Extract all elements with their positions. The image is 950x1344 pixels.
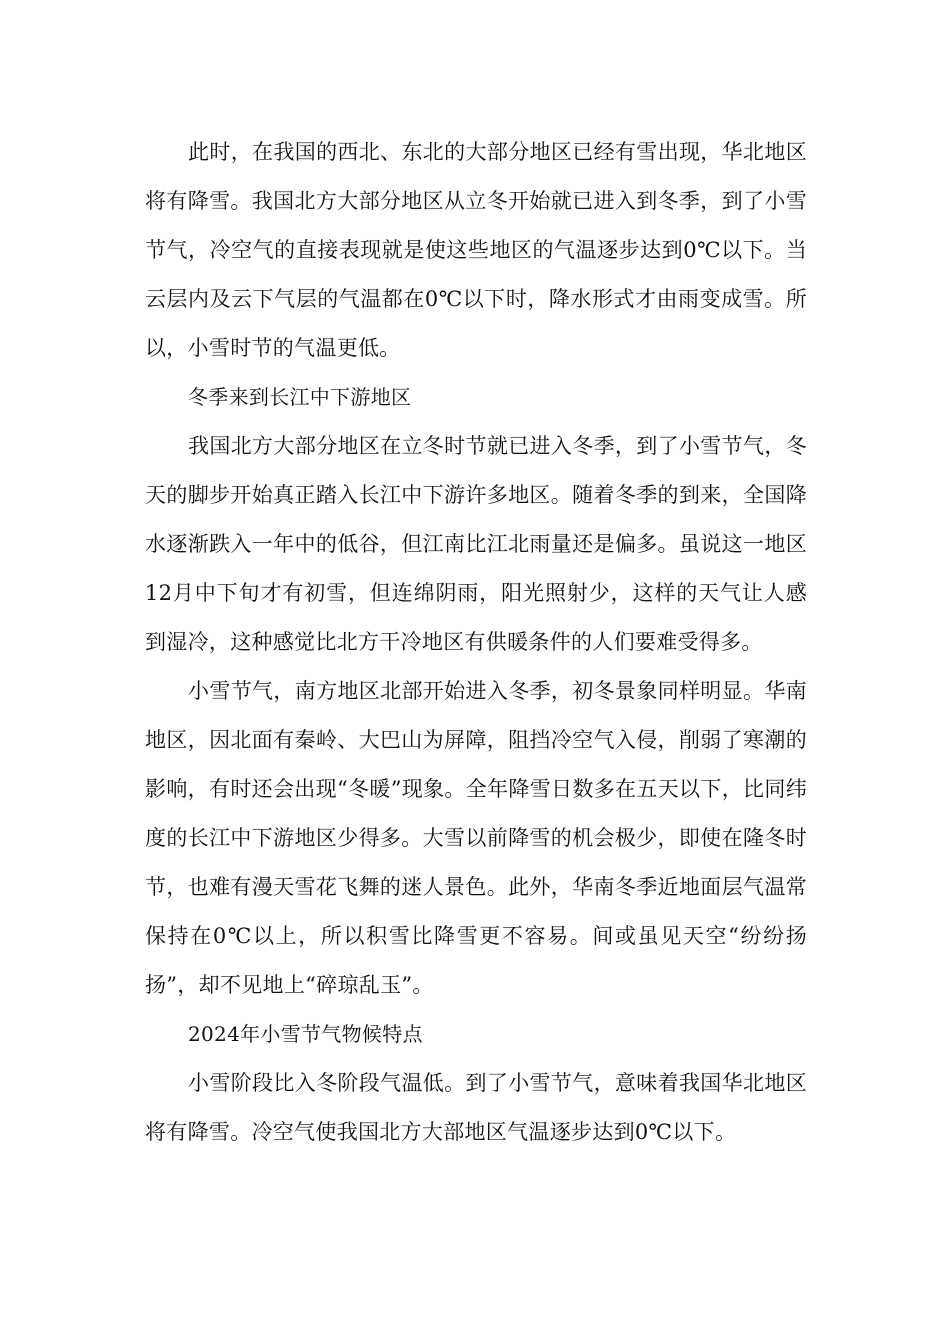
paragraph-yangtze-winter: 我国北方大部分地区在立冬时节就已进入冬季，到了小雪节气，冬天的脚步开始真正踏入长江中下游许多地区。随着冬季的到来，全国降水逐渐跌入一年中的低谷，但江南比江北雨量还是偏多。虽说这一地区12月中下旬才有初雪，但连绵阴雨，阳光照射少，这样的天气让人感到湿冷，这种感觉比北方干冷地区有供暖条件的人们要难受得多。 — [145, 434, 807, 654]
paragraph-south-winter: 小雪节气，南方地区北部开始进入冬季，初冬景象同样明显。华南地区，因北面有秦岭、大巴山为屏障，阻挡冷空气入侵，削弱了寒潮的影响，有时还会出现“冬暖”现象。全年降雪日数多在五天以下，比同纬度的长江中下游地区少得多。大雪以前降雪的机会极少，即使在隆冬时节，也难有漫天雪花飞舞的迷人景色。此外，华南冬季近地面层气温常保持在0℃以上，所以积雪比降雪更不容易。间或虽见天空“纷纷扬扬”，却不见地上“碎琼乱玉”。 — [145, 679, 807, 997]
paragraph-snow-onset: 此时，在我国的西北、东北的大部分地区已经有雪出现，华北地区将有降雪。我国北方大部分地区从立冬开始就已进入到冬季，到了小雪节气，冷空气的直接表现就是使这些地区的气温逐步达到0℃以下。当云层内及云下气层的气温都在0℃以下时，降水形式才由雨变成雪。所以，小雪时节的气温更低。 — [145, 140, 807, 360]
document-body — [145, 128, 807, 1157]
paragraph-phenology: 小雪阶段比入冬阶段气温低。到了小雪节气，意味着我国华北地区将有降雪。冷空气使我国北方大部地区气温逐步达到0℃以下。 — [145, 1071, 807, 1144]
section-heading-phenology: 2024年小雪节气物候特点 — [188, 1022, 423, 1046]
section-heading-yangtze-winter: 冬季来到长江中下游地区 — [188, 385, 412, 409]
